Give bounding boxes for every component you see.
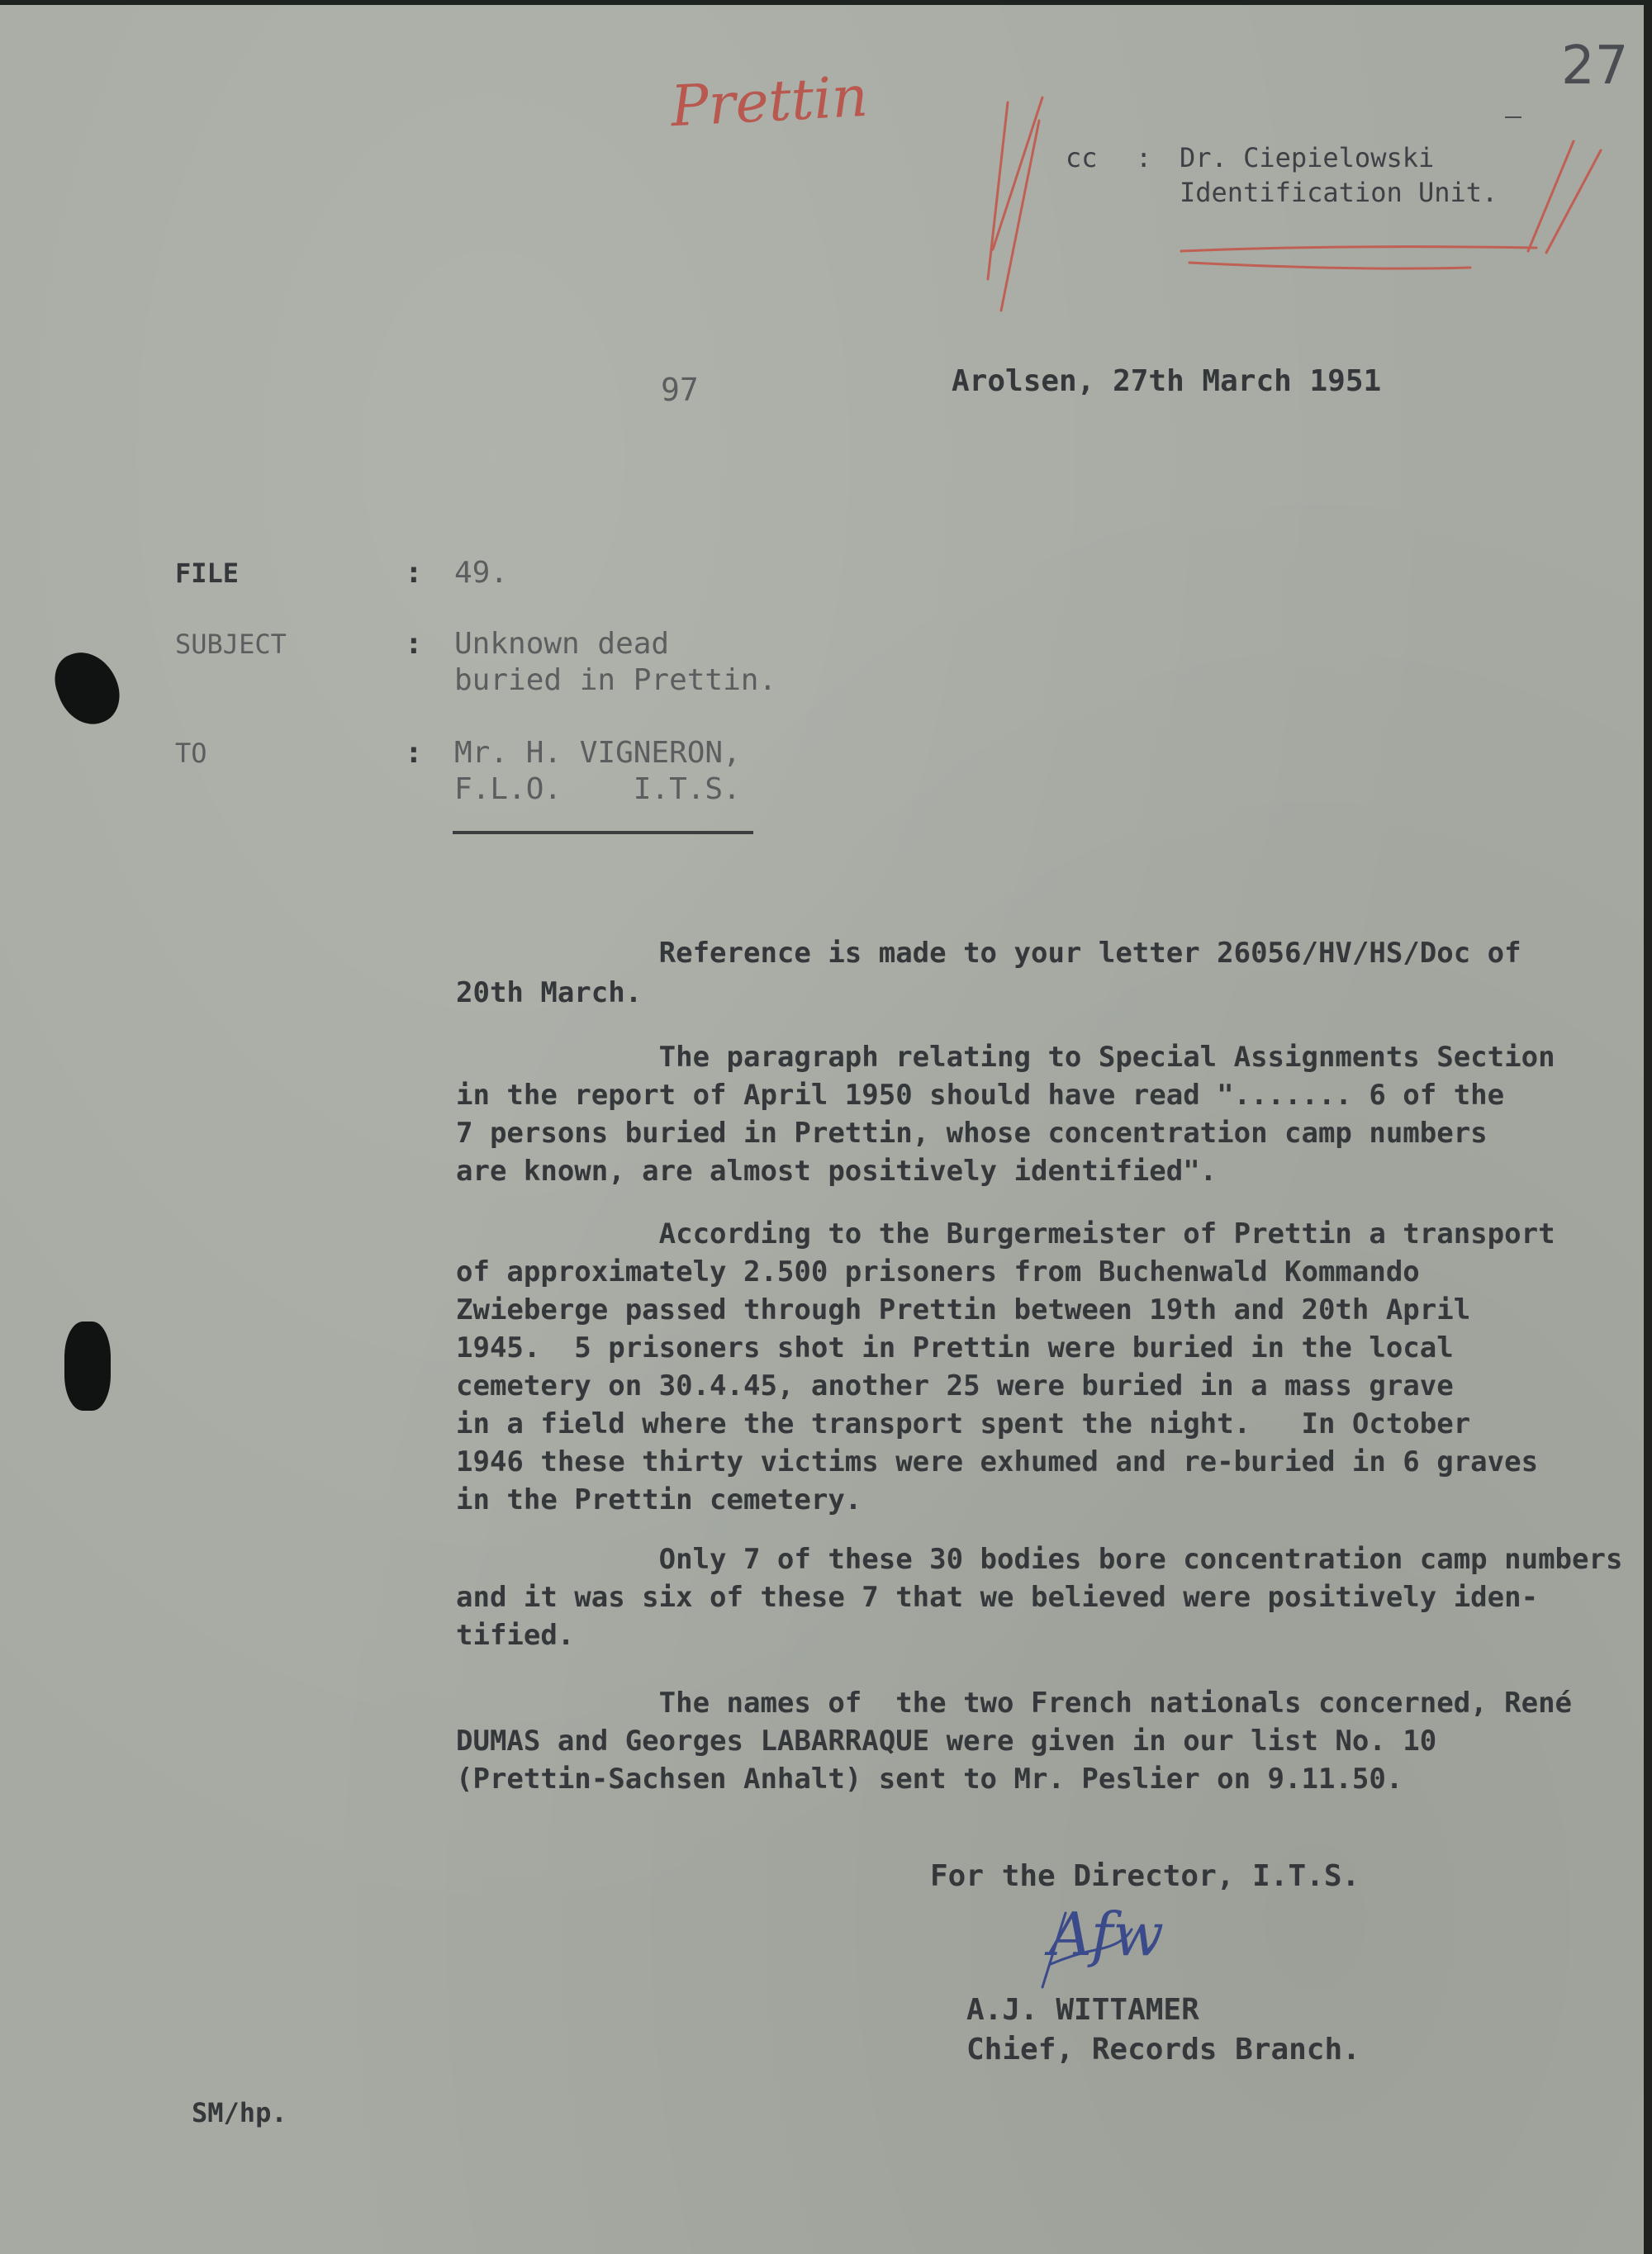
red-pencil-stroke: [1546, 150, 1601, 253]
cc-label: cc: [1066, 142, 1098, 173]
paragraph-2-line-2: in the report of April 1950 should have read "....... 6 of the: [456, 1079, 1505, 1112]
reference-number: 97: [661, 372, 699, 408]
paragraph-2-line-3: 7 persons buried in Prettin, whose concentration camp numbers: [456, 1117, 1488, 1150]
paragraph-4-line-2: and it was six of these 7 that we believed were positively iden-: [456, 1581, 1539, 1614]
place-date: Arolsen, 27th March 1951: [952, 364, 1382, 398]
subject-label: SUBJECT: [175, 629, 287, 660]
document-page: [0, 5, 1644, 2254]
file-separator: :: [405, 556, 423, 590]
paragraph-3-line-1: According to the Burgermeister of Prettin a transport: [456, 1217, 1555, 1250]
to-label: TO: [175, 738, 207, 769]
paragraph-1-line-1: Reference is made to your letter 26056/HV/HS/Doc of: [456, 937, 1521, 970]
paragraph-3-line-3: Zwieberge passed through Prettin between 19th and 20th April: [456, 1293, 1471, 1326]
paragraph-2-line-4: are known, are almost positively identified".: [456, 1155, 1218, 1188]
signature-initials: Afw: [1049, 1900, 1165, 1969]
paragraph-3-line-7: 1946 these thirty victims were exhumed and re-buried in 6 graves: [456, 1445, 1539, 1478]
page-number: 27: [1561, 36, 1629, 97]
paragraph-3-line-4: 1945. 5 prisoners shot in Prettin were buried in the local: [456, 1331, 1454, 1364]
signature-for-line: For the Director, I.T.S.: [930, 1859, 1360, 1893]
signatory-name: A.J. WITTAMER: [966, 1993, 1199, 2027]
handwritten-place-note: Prettin: [669, 64, 870, 140]
paragraph-3-line-8: in the Prettin cemetery.: [456, 1483, 862, 1516]
to-value-line-1: Mr. H. VIGNERON,: [454, 736, 741, 770]
paragraph-3-line-5: cemetery on 30.4.45, another 25 were buried in a mass grave: [456, 1369, 1454, 1402]
paragraph-1-line-2: 20th March.: [456, 976, 643, 1009]
signature-stroke: [1051, 1929, 1132, 1964]
signatory-title: Chief, Records Branch.: [966, 2033, 1360, 2067]
paragraph-3-line-2: of approximately 2.500 prisoners from Buchenwald Kommando: [456, 1255, 1420, 1288]
paragraph-5-line-1: The names of the two French nationals concerned, René: [456, 1687, 1573, 1720]
subject-value-line-1: Unknown dead: [454, 627, 670, 661]
paragraph-4-line-1: Only 7 of these 30 bodies bore concentration camp numbers: [456, 1543, 1623, 1576]
cc-recipient-line-2: Identification Unit.: [1180, 177, 1498, 208]
signature-stroke: [1042, 1913, 1066, 1987]
file-label: FILE: [175, 558, 240, 589]
cc-separator: :: [1136, 142, 1152, 173]
to-separator: :: [405, 736, 423, 770]
paragraph-4-line-3: tified.: [456, 1619, 575, 1652]
red-pencil-stroke: [1001, 121, 1039, 311]
paragraph-5-line-2: DUMAS and Georges LABARRAQUE were given in our list No. 10: [456, 1725, 1437, 1758]
typist-reference: SM/hp.: [192, 2097, 287, 2128]
file-value: 49.: [454, 556, 509, 590]
subject-separator: :: [405, 627, 423, 661]
to-value-line-2: F.L.O. I.T.S.: [454, 772, 741, 806]
paragraph-2-line-1: The paragraph relating to Special Assignments Section: [456, 1041, 1555, 1074]
red-pencil-stroke: [988, 102, 1008, 279]
red-pencil-stroke: [1189, 263, 1470, 268]
paragraph-3-line-6: in a field where the transport spent the night. In October: [456, 1407, 1471, 1440]
subject-value-line-2: buried in Prettin.: [454, 663, 777, 697]
pencil-marks: [0, 5, 1644, 2254]
cc-recipient-line-1: Dr. Ciepielowski: [1180, 142, 1435, 173]
red-pencil-stroke: [1528, 141, 1574, 251]
red-pencil-stroke: [1181, 247, 1536, 251]
paragraph-5-line-3: (Prettin-Sachsen Anhalt) sent to Mr. Peslier on 9.11.50.: [456, 1763, 1403, 1796]
